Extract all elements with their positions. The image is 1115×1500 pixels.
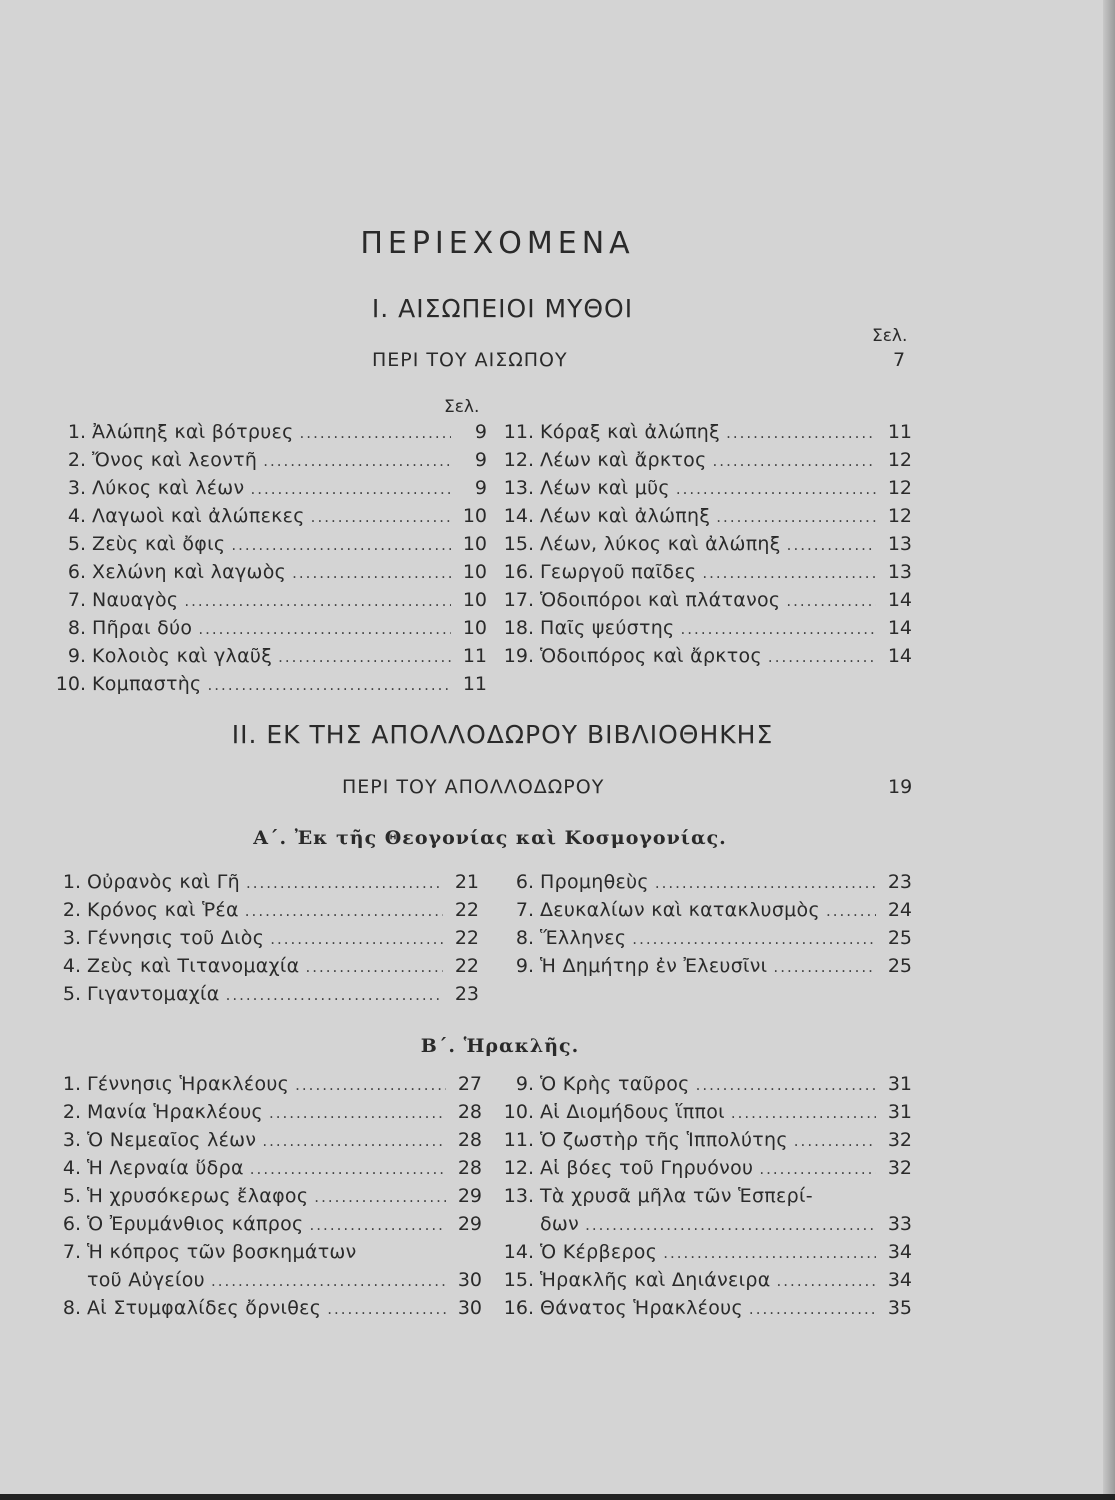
- dot-leader: [759, 1160, 876, 1178]
- toc-entry: [500, 871, 912, 899]
- dot-leader: [245, 902, 443, 920]
- entry-page: 14: [887, 617, 912, 639]
- part-1-intro-page: 7: [893, 349, 906, 371]
- entry-title: Ὁ Κρὴς ταῦρος: [540, 1073, 690, 1095]
- dot-leader: [663, 1244, 876, 1262]
- entry-page: 31: [887, 1073, 912, 1095]
- dot-leader: [787, 536, 876, 554]
- part-1-right-list: [500, 421, 912, 673]
- entry-number: 5.: [62, 983, 81, 1005]
- toc-entry: [500, 927, 912, 955]
- entry-number: 8.: [67, 617, 86, 639]
- dot-leader: [305, 958, 443, 976]
- page-title: ΠΕΡΙΕΧΟΜΕΝΑ: [360, 226, 635, 261]
- part-2-heading: ΙΙ. ΕΚ ΤΗΣ ΑΠΟΛΛΟΔΩΡΟΥ ΒΙΒΛΙΟΘΗΚΗΣ: [231, 720, 774, 749]
- entry-title: Ὁ Νεμεαῖος λέων: [87, 1129, 257, 1151]
- section-b-heading: Β΄. Ἡρακλῆς.: [420, 1035, 580, 1057]
- dot-leader: [211, 1272, 446, 1290]
- entry-page: 33: [887, 1213, 912, 1235]
- toc-entry: [47, 1297, 482, 1325]
- entry-number: 13.: [503, 1185, 534, 1207]
- toc-entry: [47, 955, 479, 983]
- entry-page: 30: [457, 1269, 482, 1291]
- entry-title: Ὄνος καὶ λεοντῆ: [92, 449, 258, 471]
- entry-title: Ἡ Δημήτηρ ἐν Ἐλευσῖνι: [540, 955, 768, 977]
- entry-title: δων: [540, 1213, 580, 1235]
- dot-leader: [726, 424, 876, 442]
- entry-number: 16.: [503, 1297, 534, 1319]
- toc-entry: [47, 983, 479, 1011]
- entry-page: 23: [454, 983, 479, 1005]
- toc-entry: [52, 673, 487, 701]
- dot-leader: [278, 648, 451, 666]
- entry-page: 22: [454, 927, 479, 949]
- entry-page: 28: [457, 1129, 482, 1151]
- entry-number: 4.: [62, 1157, 81, 1179]
- section-a-left-list: [47, 871, 479, 1011]
- entry-number: 16.: [503, 561, 534, 583]
- toc-entry: [47, 1073, 482, 1101]
- entry-number: 11.: [503, 421, 534, 443]
- toc-entry: [47, 1129, 482, 1157]
- entry-number: 1.: [62, 871, 81, 893]
- entry-title: Παῖς ψεύστης: [540, 617, 675, 639]
- toc-entry: [47, 927, 479, 955]
- dot-leader: [311, 508, 451, 526]
- dot-leader: [208, 676, 451, 694]
- entry-number: 11.: [503, 1129, 534, 1151]
- entry-page: 14: [887, 645, 912, 667]
- dot-leader: [655, 874, 876, 892]
- entry-number: 18.: [503, 617, 534, 639]
- entry-page: 22: [454, 899, 479, 921]
- entry-title: Ὁ Κέρβερος: [540, 1241, 658, 1263]
- entry-number: 8.: [515, 927, 534, 949]
- dot-leader: [231, 536, 451, 554]
- entry-number: 5.: [67, 533, 86, 555]
- entry-title: Πῆραι δύο: [92, 617, 193, 639]
- dot-leader: [295, 1076, 446, 1094]
- entry-page: 24: [887, 899, 912, 921]
- entry-number: 19.: [503, 645, 534, 667]
- entry-page: 30: [457, 1297, 482, 1319]
- part-2-intro-page: 19: [888, 776, 913, 798]
- toc-entry: [500, 1241, 912, 1269]
- toc-entry: [47, 899, 479, 927]
- dot-leader: [184, 592, 451, 610]
- entry-number: 10.: [503, 1101, 534, 1123]
- toc-entry: [47, 1213, 482, 1241]
- dot-leader: [786, 592, 876, 610]
- column-page-label: Σελ.: [444, 397, 480, 417]
- entry-number: 6.: [515, 871, 534, 893]
- dot-leader: [777, 1272, 876, 1290]
- entry-page: 12: [887, 449, 912, 471]
- entry-page: 11: [887, 421, 912, 443]
- entry-page: 9: [474, 477, 487, 499]
- dot-leader: [773, 958, 876, 976]
- entry-page: 10: [462, 617, 487, 639]
- dot-leader: [731, 1104, 876, 1122]
- dot-leader: [246, 874, 443, 892]
- entry-number: 4.: [67, 505, 86, 527]
- entry-title: Λέων, λύκος καὶ ἀλώπηξ: [540, 533, 781, 555]
- entry-page: 10: [462, 589, 487, 611]
- part-2-intro-label: ΠΕΡΙ ΤΟΥ ΑΠΟΛΛΟΔΩΡΟΥ: [342, 776, 605, 798]
- entry-number: 13.: [503, 477, 534, 499]
- toc-entry: [500, 533, 912, 561]
- toc-entry: [500, 477, 912, 505]
- entry-page: 29: [457, 1185, 482, 1207]
- entry-title: Κρόνος καὶ Ῥέα: [87, 899, 239, 921]
- entry-title: Ὁδοιπόρος καὶ ἄρκτος: [540, 645, 762, 667]
- dot-leader: [632, 930, 876, 948]
- part-1-heading: Ι. ΑΙΣΩΠΕΙΟΙ ΜΥΘΟΙ: [371, 294, 634, 323]
- toc-entry: [52, 421, 487, 449]
- entry-number: 17.: [503, 589, 534, 611]
- entry-number: 1.: [62, 1073, 81, 1095]
- entry-page: 11: [462, 645, 487, 667]
- dot-leader: [826, 902, 876, 920]
- dot-leader: [314, 1188, 446, 1206]
- entry-page: 25: [887, 955, 912, 977]
- entry-number: 12.: [503, 1157, 534, 1179]
- entry-title: Προμηθεὺς: [540, 871, 649, 893]
- dot-leader: [263, 452, 451, 470]
- toc-entry: [500, 955, 912, 983]
- entry-title: Αἱ Στυμφαλίδες ὄρνιθες: [87, 1297, 322, 1319]
- entry-page: 34: [887, 1241, 912, 1263]
- entry-title: Αἱ βόες τοῦ Γηρυόνου: [540, 1157, 754, 1179]
- dot-leader: [768, 648, 876, 666]
- entry-page: 31: [887, 1101, 912, 1123]
- toc-entry: [500, 1185, 912, 1213]
- toc-entry: [500, 617, 912, 645]
- entry-page: 14: [887, 589, 912, 611]
- toc-entry: [52, 645, 487, 673]
- entry-page: 34: [887, 1269, 912, 1291]
- dot-leader: [327, 1300, 446, 1318]
- dot-leader: [702, 564, 876, 582]
- entry-title: Ἡ Λερναία ὕδρα: [87, 1157, 244, 1179]
- dot-leader: [794, 1132, 876, 1150]
- entry-title: Αἱ Διομήδους ἵπποι: [540, 1101, 725, 1123]
- toc-entry: [500, 561, 912, 589]
- dot-leader: [250, 480, 451, 498]
- toc-entry: [500, 1101, 912, 1129]
- entry-number: 15.: [503, 1269, 534, 1291]
- part-1-left-list: [52, 421, 487, 701]
- entry-number: 3.: [67, 477, 86, 499]
- entry-title: Λέων καὶ ἄρκτος: [540, 449, 707, 471]
- entry-number: 6.: [67, 561, 86, 583]
- entry-number: 7.: [62, 1241, 81, 1263]
- entry-number: 1.: [67, 421, 86, 443]
- entry-number: 8.: [62, 1297, 81, 1319]
- toc-entry: [500, 1213, 912, 1241]
- entry-number: 9.: [67, 645, 86, 667]
- dot-leader: [696, 1076, 876, 1094]
- toc-entry: [500, 645, 912, 673]
- entry-number: 15.: [503, 533, 534, 555]
- toc-entry: [500, 1157, 912, 1185]
- entry-number: 3.: [62, 927, 81, 949]
- toc-entry: [52, 617, 487, 645]
- entry-title: Ἀλώπηξ καὶ βότρυες: [92, 421, 294, 443]
- toc-entry: [52, 477, 487, 505]
- entry-title: Ὁ ζωστὴρ τῆς Ἱππολύτης: [540, 1129, 788, 1151]
- entry-title: Ἡ χρυσόκερως ἔλαφος: [87, 1185, 309, 1207]
- entry-number: 9.: [515, 955, 534, 977]
- entry-number: 14.: [503, 505, 534, 527]
- entry-page: 13: [887, 561, 912, 583]
- entry-number: 12.: [503, 449, 534, 471]
- toc-entry: [52, 449, 487, 477]
- entry-title: Ἡ κόπρος τῶν βοσκημάτων: [87, 1241, 357, 1263]
- entry-title: Γεωργοῦ παῖδες: [540, 561, 697, 583]
- toc-entry: [47, 1101, 482, 1129]
- entry-page: 12: [887, 505, 912, 527]
- section-a-heading: Α΄. Ἐκ τῆς Θεογονίας καὶ Κοσμογονίας.: [253, 827, 727, 849]
- toc-entry: [500, 1269, 912, 1297]
- entry-page: 9: [474, 449, 487, 471]
- entry-page: 28: [457, 1157, 482, 1179]
- entry-page: 32: [887, 1129, 912, 1151]
- toc-entry: [500, 1297, 912, 1325]
- toc-entry: [500, 899, 912, 927]
- entry-number: 9.: [515, 1073, 534, 1095]
- entry-page: 32: [887, 1157, 912, 1179]
- dot-leader: [226, 986, 443, 1004]
- part-1-intro-label: ΠΕΡΙ ΤΟΥ ΑΙΣΩΠΟΥ: [372, 349, 568, 371]
- entry-title: Λέων καὶ μῦς: [540, 477, 670, 499]
- entry-number: 4.: [62, 955, 81, 977]
- entry-title: Δευκαλίων καὶ κατακλυσμὸς: [540, 899, 820, 921]
- entry-number: 7.: [67, 589, 86, 611]
- entry-page: 12: [887, 477, 912, 499]
- dot-leader: [681, 620, 876, 638]
- entry-page: 35: [887, 1297, 912, 1319]
- entry-title: Οὐρανὸς καὶ Γῆ: [87, 871, 240, 893]
- entry-page: 23: [887, 871, 912, 893]
- toc-entry: [52, 505, 487, 533]
- page-column-label: Σελ.: [872, 326, 908, 346]
- dot-leader: [713, 452, 876, 470]
- section-b-left-list: [47, 1073, 482, 1325]
- toc-entry: [500, 449, 912, 477]
- entry-title: Θάνατος Ἡρακλέους: [540, 1297, 743, 1319]
- entry-title: τοῦ Αὐγείου: [87, 1269, 205, 1291]
- toc-entry: [47, 1241, 482, 1269]
- toc-entry: [500, 1129, 912, 1157]
- entry-title: Λέων καὶ ἀλώπηξ: [540, 505, 711, 527]
- page-bottom-edge: [0, 1494, 1115, 1500]
- entry-number: 5.: [62, 1185, 81, 1207]
- entry-number: 6.: [62, 1213, 81, 1235]
- entry-number: 2.: [67, 449, 86, 471]
- toc-entry: [52, 533, 487, 561]
- entry-page: 21: [454, 871, 479, 893]
- toc-entry: [47, 871, 479, 899]
- toc-entry: [500, 505, 912, 533]
- dot-leader: [585, 1216, 876, 1234]
- toc-entry: [47, 1157, 482, 1185]
- entry-page: 10: [462, 505, 487, 527]
- dot-leader: [749, 1300, 876, 1318]
- entry-title: Λύκος καὶ λέων: [92, 477, 245, 499]
- entry-title: Ζεὺς καὶ Τιτανομαχία: [87, 955, 300, 977]
- dot-leader: [292, 564, 451, 582]
- dot-leader: [716, 508, 876, 526]
- toc-entry: [500, 421, 912, 449]
- entry-page: 13: [887, 533, 912, 555]
- entry-title: Γέννησις Ἡρακλέους: [87, 1073, 290, 1095]
- page-edge: [1103, 0, 1115, 1500]
- entry-number: 14.: [503, 1241, 534, 1263]
- entry-page: 22: [454, 955, 479, 977]
- entry-title: Λαγωοὶ καὶ ἀλώπεκες: [92, 505, 305, 527]
- entry-number: 2.: [62, 899, 81, 921]
- dot-leader: [269, 1104, 446, 1122]
- entry-title: Χελώνη καὶ λαγωὸς: [92, 561, 287, 583]
- entry-title: Τὰ χρυσᾶ μῆλα τῶν Ἑσπερί-: [540, 1185, 813, 1207]
- entry-title: Ὁδοιπόροι καὶ πλάτανος: [540, 589, 781, 611]
- entry-page: 25: [887, 927, 912, 949]
- entry-title: Ναυαγὸς: [92, 589, 179, 611]
- section-b-right-list: [500, 1073, 912, 1325]
- entry-page: 10: [462, 533, 487, 555]
- dot-leader: [676, 480, 876, 498]
- entry-title: Ὁ Ἐρυμάνθιος κάπρος: [87, 1213, 304, 1235]
- entry-title: Γιγαντομαχία: [87, 983, 220, 1005]
- dot-leader: [300, 424, 451, 442]
- entry-page: 27: [457, 1073, 482, 1095]
- entry-page: 28: [457, 1101, 482, 1123]
- entry-title: Ἡρακλῆς καὶ Δηιάνειρα: [540, 1269, 771, 1291]
- section-a-right-list: [500, 871, 912, 983]
- entry-title: Μανία Ἡρακλέους: [87, 1101, 263, 1123]
- entry-number: 10.: [55, 673, 86, 695]
- entry-title: Ζεὺς καὶ ὄφις: [92, 533, 226, 555]
- entry-title: Γέννησις τοῦ Διὸς: [87, 927, 265, 949]
- entry-page: 10: [462, 561, 487, 583]
- dot-leader: [250, 1160, 446, 1178]
- entry-number: 3.: [62, 1129, 81, 1151]
- entry-title: Κομπαστὴς: [92, 673, 202, 695]
- toc-entry: [52, 561, 487, 589]
- entry-page: 11: [462, 673, 487, 695]
- toc-entry: [500, 589, 912, 617]
- dot-leader: [270, 930, 443, 948]
- entry-title: Ἕλληνες: [540, 927, 627, 949]
- toc-entry: [47, 1185, 482, 1213]
- entry-title: Κολοιὸς καὶ γλαῦξ: [92, 645, 273, 667]
- entry-page: 29: [457, 1213, 482, 1235]
- toc-entry: [47, 1269, 482, 1297]
- entry-title: Κόραξ καὶ ἀλώπηξ: [540, 421, 721, 443]
- entry-page: 9: [474, 421, 487, 443]
- dot-leader: [262, 1132, 446, 1150]
- dot-leader: [198, 620, 451, 638]
- entry-number: 7.: [515, 899, 534, 921]
- toc-entry: [500, 1073, 912, 1101]
- entry-number: 2.: [62, 1101, 81, 1123]
- dot-leader: [310, 1216, 446, 1234]
- toc-entry: [52, 589, 487, 617]
